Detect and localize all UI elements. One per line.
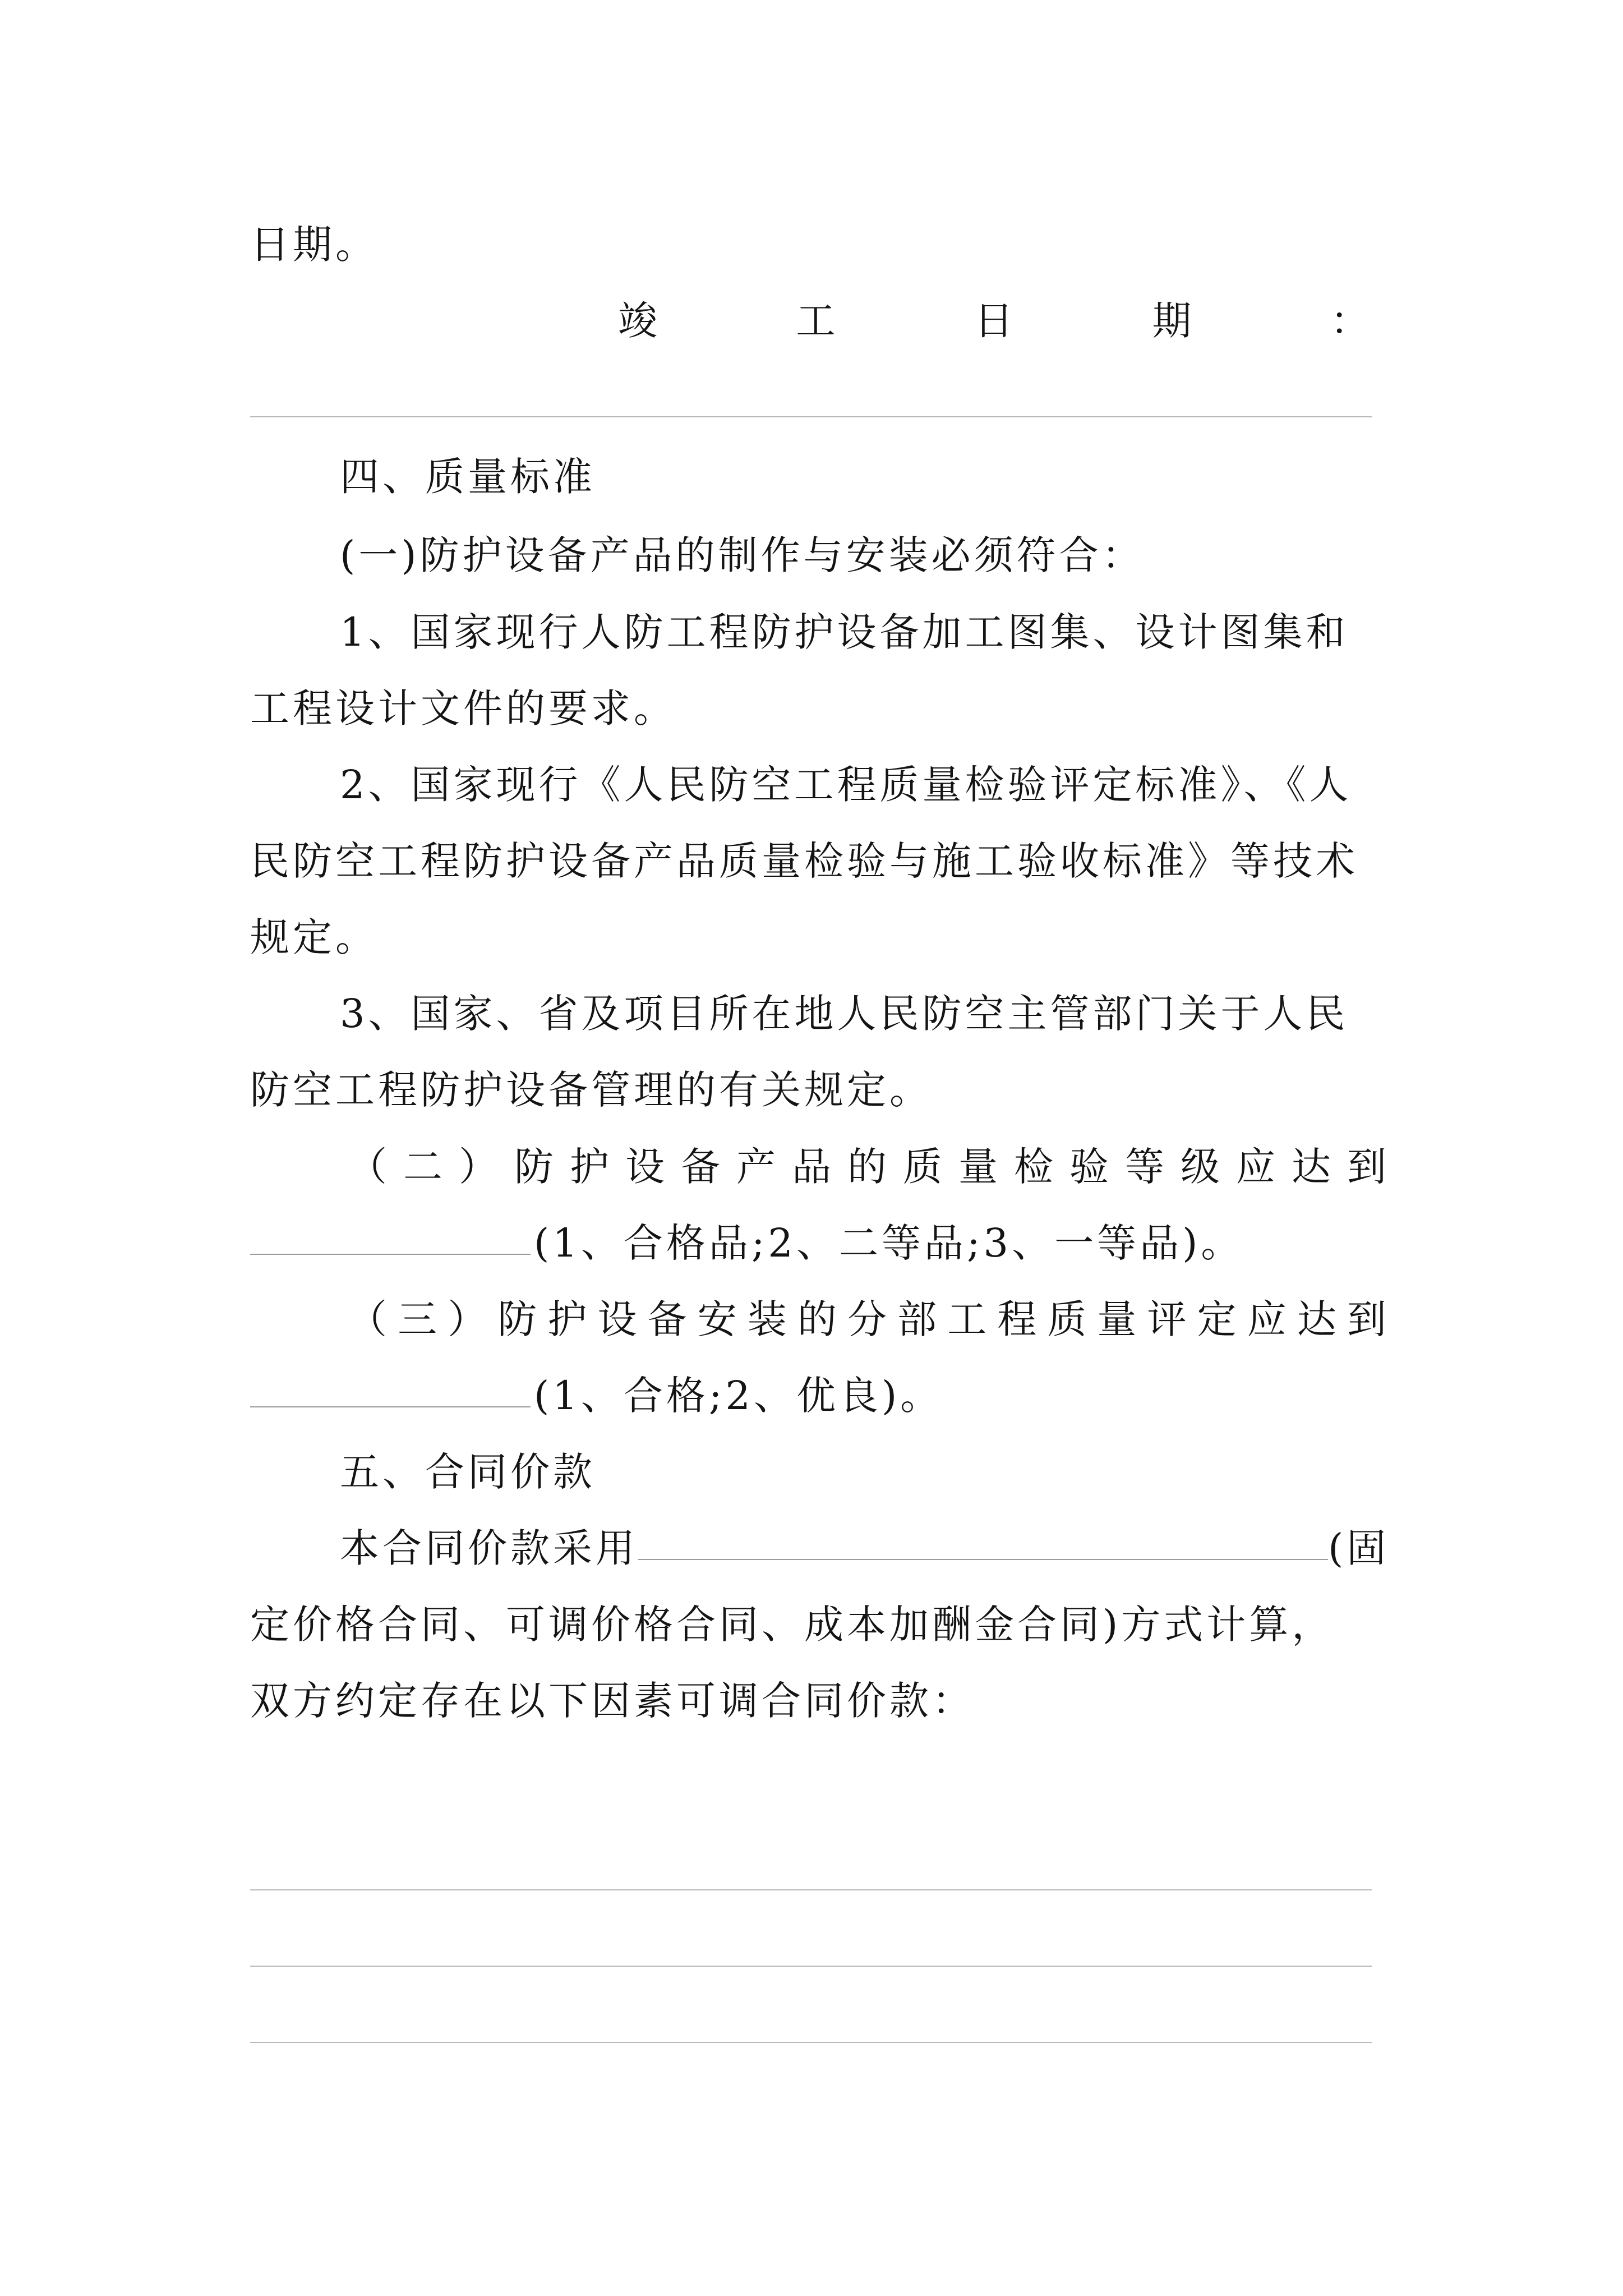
price-method-prefix: 本合同价款采用 <box>340 1525 638 1571</box>
subsection-3-char: 质 <box>1047 1296 1090 1342</box>
subsection-2-char: 达 <box>1292 1144 1334 1190</box>
subsection-3-char: ） <box>448 1296 491 1342</box>
text-line-date-end: 日期。 <box>250 222 378 268</box>
completion-date-char: 日 <box>974 298 1017 344</box>
completion-date-fill-line <box>250 416 1372 417</box>
subsection-3-char: 安 <box>697 1296 740 1342</box>
subsection-2-char: ） <box>459 1144 501 1190</box>
subsection-3-char: 定 <box>1197 1296 1240 1342</box>
subsection-3-char: 备 <box>647 1296 690 1342</box>
subsection-2-char: 的 <box>847 1144 890 1190</box>
subsection-3-line-1 <box>348 1291 1390 1347</box>
subsection-2-char: 备 <box>681 1144 723 1190</box>
completion-date-char: 期 <box>1152 298 1195 344</box>
item-2-line-3: 规定。 <box>250 914 378 960</box>
subsection-3-char: 工 <box>947 1296 990 1342</box>
quality-grade-blank-field[interactable] <box>250 1254 531 1255</box>
item-3-line-1: 3、国家、省及项目所在地人民防空主管部门关于人民 <box>340 991 1349 1037</box>
subproject-grade-options: (1、合格;2、优良)。 <box>534 1373 943 1419</box>
subsection-2-char: 质 <box>903 1144 946 1190</box>
subsection-2-char: 量 <box>958 1144 1001 1190</box>
completion-date-char: 工 <box>796 298 839 344</box>
item-2-line-1: 2、国家现行《人民防空工程质量检验评定标准》、《人 <box>340 762 1352 808</box>
subsection-3-char: 达 <box>1297 1296 1340 1342</box>
subsection-2-char: 级 <box>1181 1144 1223 1190</box>
completion-date-char: 竣 <box>618 298 661 344</box>
quality-grade-options: (1、合格品;2、二等品;3、一等品)。 <box>534 1220 1244 1266</box>
item-3-line-2: 防空工程防护设备管理的有关规定。 <box>250 1067 932 1113</box>
section-heading-contract-price: 五、合同价款 <box>340 1449 596 1495</box>
price-line-1 <box>340 1520 1390 1576</box>
subsection-2-char: 检 <box>1014 1144 1057 1190</box>
subsection-3-line-2 <box>250 1368 1390 1424</box>
subsection-3-char: 的 <box>797 1296 840 1342</box>
subsection-3-char: 三 <box>398 1296 441 1342</box>
item-1-line-2: 工程设计文件的要求。 <box>250 685 676 731</box>
subsection-3-char: 护 <box>547 1296 591 1342</box>
subsection-3-char: 部 <box>897 1296 940 1342</box>
subsection-3-char: 到 <box>1347 1296 1390 1342</box>
price-line-2: 定价格合同、可调价格合同、成本加酬金合同)方式计算， <box>250 1602 1335 1648</box>
subsection-2-char: （ <box>348 1144 390 1190</box>
adjustment-factor-fill-line[interactable] <box>250 1966 1372 1967</box>
subsection-2-char: 品 <box>792 1144 834 1190</box>
section-heading-quality: 四、质量标准 <box>340 454 596 500</box>
subsection-2-char: 等 <box>1125 1144 1168 1190</box>
subsection-3-char: 应 <box>1247 1296 1290 1342</box>
subsection-2-char: 应 <box>1236 1144 1279 1190</box>
subsection-2-char: 护 <box>570 1144 612 1190</box>
completion-date-char: ： <box>1330 298 1373 344</box>
subsection-3-char: 量 <box>1097 1296 1140 1342</box>
subsection-3-char: 防 <box>497 1296 541 1342</box>
subsection-3-char: 分 <box>847 1296 890 1342</box>
subproject-grade-blank-field[interactable] <box>250 1406 531 1407</box>
subsection-3-char: 装 <box>747 1296 790 1342</box>
subsection-2-line-1 <box>348 1139 1390 1195</box>
subsection-2-char: 产 <box>736 1144 779 1190</box>
subsection-2-char: 设 <box>625 1144 668 1190</box>
subsection-heading-1: (一)防护设备产品的制作与安装必须符合： <box>340 532 1145 578</box>
subsection-2-char: 二 <box>403 1144 446 1190</box>
price-method-suffix: (固 <box>1328 1525 1390 1571</box>
subsection-3-char: 设 <box>597 1296 640 1342</box>
subsection-3-char: 程 <box>997 1296 1040 1342</box>
subsection-2-char: 到 <box>1347 1144 1390 1190</box>
price-line-3: 双方约定存在以下因素可调合同价款： <box>250 1678 975 1724</box>
adjustment-factor-fill-line[interactable] <box>250 2042 1372 2043</box>
adjustment-factor-fill-line[interactable] <box>250 1889 1372 1890</box>
item-1-line-1: 1、国家现行人防工程防护设备加工图集、设计图集和 <box>340 609 1349 655</box>
completion-date-label <box>618 293 1373 349</box>
subsection-3-char: 评 <box>1147 1296 1190 1342</box>
item-2-line-2: 民防空工程防护设备产品质量检验与施工验收标准》等技术 <box>250 838 1358 884</box>
subsection-2-line-2 <box>250 1215 1390 1271</box>
subsection-2-char: 验 <box>1069 1144 1112 1190</box>
subsection-3-char: （ <box>348 1296 390 1342</box>
subsection-2-char: 防 <box>514 1144 557 1190</box>
price-method-blank-field[interactable] <box>638 1559 1328 1560</box>
